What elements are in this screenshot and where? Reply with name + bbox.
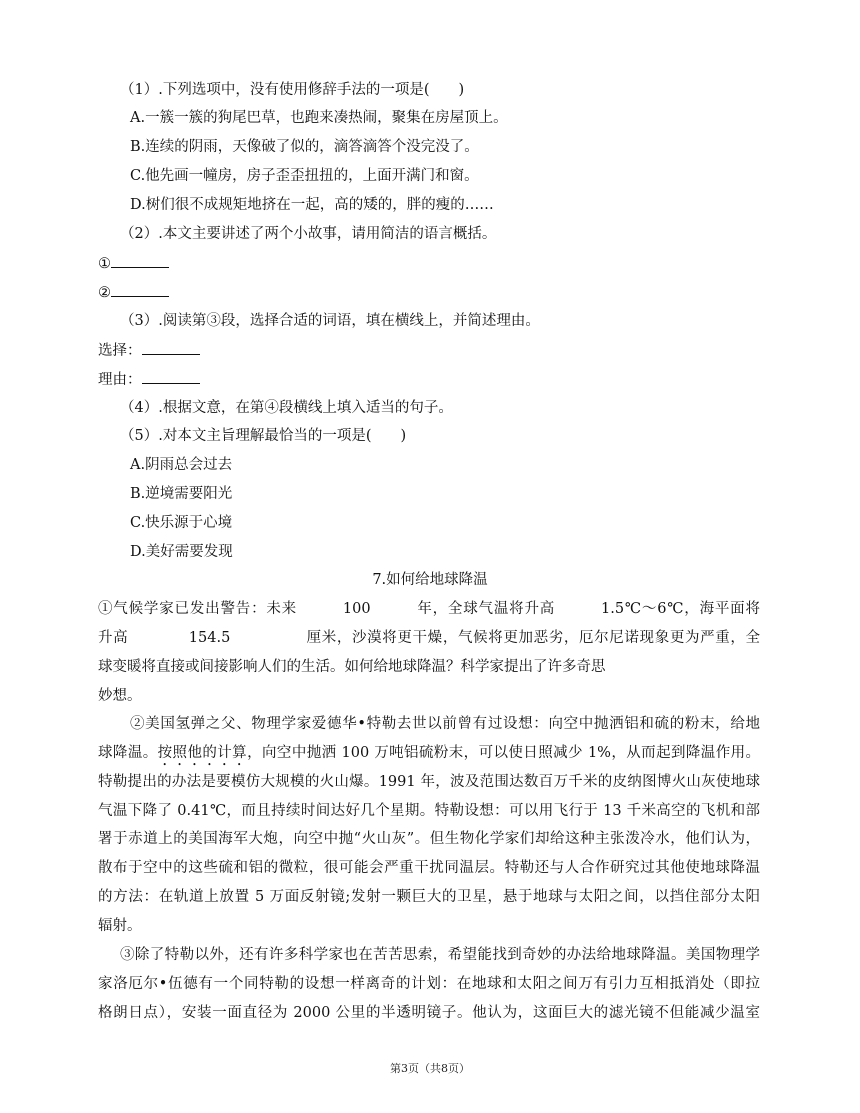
paragraph-2-line-8: 辐射。 bbox=[98, 918, 142, 934]
option-5d: D.美好需要发现 bbox=[130, 544, 233, 560]
paragraph-2-line-2 bbox=[98, 743, 760, 769]
question-5: （5）.对本文主旨理解最恰当的一项是( ) bbox=[120, 428, 407, 444]
article-title: 7.如何给地球降温 bbox=[372, 572, 488, 588]
answer-blank bbox=[142, 340, 200, 355]
p2-l2-end: ，向空中抛洒 100 万吨铝硫粉末，可以使日照减少 1%，从而起到降温作用。 bbox=[247, 745, 761, 761]
dotted-phrase: 按照他的计算 bbox=[157, 745, 248, 761]
paragraph-2-line-7: 的方法：在轨道上放置 5 万面反射镜;发射一颗巨大的卫星，悬于地球与太阳之间，以挡住部分太阳 bbox=[98, 889, 760, 905]
page-footer: 第3页（共8页） bbox=[390, 1062, 470, 1075]
p2-l2-start: 球降温。 bbox=[98, 745, 158, 761]
paragraph-2-line-3: 特勒提出的办法是要模仿大规模的火山爆。1991 年，波及范围达数百万千米的皮纳图博火山灰使地球 bbox=[98, 774, 760, 790]
choose-label: 选择： bbox=[98, 343, 142, 359]
paragraph-3-line-3: 格朗日点），安装一面直径为 2000 公里的半透明镜子。他认为，这面巨大的滤光镜不但能减少温室 bbox=[98, 1005, 760, 1021]
reason-label: 理由： bbox=[98, 372, 142, 388]
answer-blank bbox=[111, 282, 169, 297]
option-5a: A.阴雨总会过去 bbox=[130, 457, 233, 473]
paragraph-2-line-6: 散布于空中的这些硫和铝的微粒，很可能会严重干扰同温层。特勒还与人合作研究过其他使地球降温 bbox=[98, 860, 760, 876]
paragraph-3-line-2: 家洛厄尔•伍德有一个同特勒的设想一样离奇的计划：在地球和太阳之间万有引力互相抵消处（即拉 bbox=[98, 976, 760, 992]
answer-2-1 bbox=[98, 253, 169, 274]
option-5b: B.逆境需要阳光 bbox=[130, 486, 233, 502]
paragraph-2-line-5: 署于赤道上的美国海军大炮，向空中抛“火山灰”。但生物化学家们却给这种主张泼冷水，他们认为， bbox=[98, 831, 760, 847]
question-2: （2）.本文主要讲述了两个小故事，请用简洁的语言概括。 bbox=[120, 226, 497, 242]
paragraph-3-line-1: ③除了特勒以外，还有许多科学家也在苦苦思索，希望能找到奇妙的办法给地球降温。美国物理学 bbox=[120, 947, 760, 963]
paragraph-1-line-4: 妙想。 bbox=[98, 688, 142, 704]
paragraph-1-line-1: ①气候学家已发出警告：未来 100 年，全球气温将升高 1.5℃～6℃，海平面将 bbox=[98, 601, 760, 617]
answer-blank bbox=[142, 369, 200, 384]
paragraph-2-line-4: 气温下降了 0.41℃，而且持续时间达好几个星期。特勒设想：可以用飞行于 13 千米高空的飞机和部 bbox=[98, 803, 760, 819]
option-1b: B.连续的阴雨，天像破了似的，滴答滴答个没完没了。 bbox=[130, 139, 479, 155]
answer-2-2 bbox=[98, 282, 169, 303]
question-1: （1）.下列选项中，没有使用修辞手法的一项是( ) bbox=[120, 82, 465, 98]
answer-2-2-label: ② bbox=[98, 285, 111, 301]
answer-3-choose bbox=[98, 340, 200, 361]
answer-3-reason bbox=[98, 369, 200, 390]
question-4: （4）.根据文意，在第④段横线上填入适当的句子。 bbox=[120, 400, 453, 416]
paragraph-1-line-3: 球变暖将直接或间接影响人们的生活。如何给地球降温？科学家提出了许多奇思 bbox=[98, 659, 606, 675]
answer-2-1-label: ① bbox=[98, 256, 111, 272]
option-1c: C.他先画一幢房，房子歪歪扭扭的，上面开满门和窗。 bbox=[130, 168, 479, 184]
question-3: （3）.阅读第③段，选择合适的词语，填在横线上，并简述理由。 bbox=[120, 313, 540, 329]
paragraph-2-line-1: ②美国氢弹之父、物理学家爱德华•特勒去世以前曾有过设想：向空中抛洒铝和硫的粉末，给地 bbox=[130, 716, 760, 732]
option-1a: A.一簇一簇的狗尾巴草，也跑来凑热闹，聚集在房屋顶上。 bbox=[130, 110, 508, 126]
paragraph-1-line-2: 升高 154.5 厘米，沙漠将更干燥，气候将更加恶劣，厄尔尼诺现象更为严重，全 bbox=[98, 630, 760, 646]
answer-blank bbox=[111, 253, 169, 268]
option-5c: C.快乐源于心境 bbox=[130, 515, 233, 531]
option-1d: D.树们很不成规矩地挤在一起，高的矮的，胖的瘦的…… bbox=[130, 197, 494, 213]
